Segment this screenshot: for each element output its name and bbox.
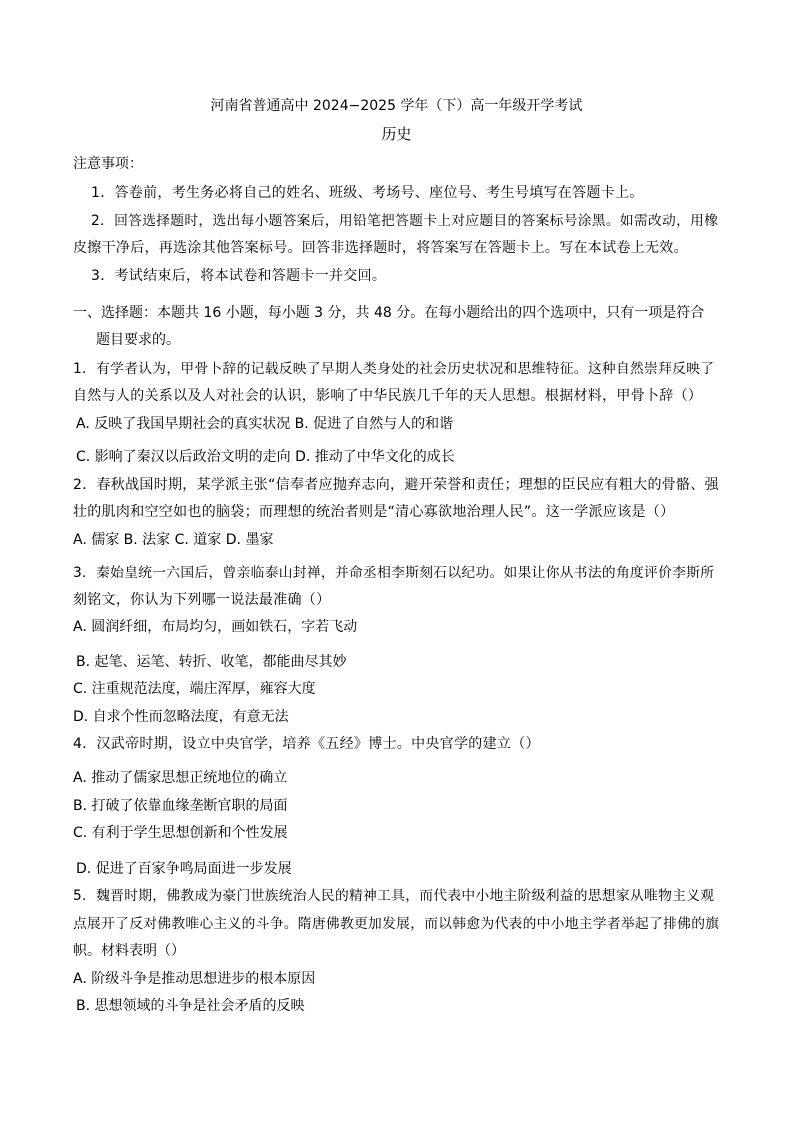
section-heading-cont: 题目要求的。 xyxy=(96,332,180,348)
q4-option-d: D. 促进了百家争鸣局面进一步发展 xyxy=(76,861,292,877)
q2-stem: 2．春秋战国时期，某学派主张“信奉者应抛弃志向，避开荣誉和责任；理想的臣民应有粗大的骨骼、强 xyxy=(73,477,719,493)
q5-option-b: B. 思想领域的斗争是社会矛盾的反映 xyxy=(76,998,305,1014)
q3-stem-cont: 刻铭文，你认为下列哪一说法最准确（） xyxy=(73,592,331,608)
q4-option-a: A. 推动了儒家思想正统地位的确立 xyxy=(73,770,288,786)
notice-item-3: 3．考试结束后，将本试卷和答题卡一并交回。 xyxy=(91,268,387,284)
q5-stem: 5．魏晋时期，佛教成为豪门世族统治人民的精神工具，而代表中小地主阶级利益的思想家从唯物主义观 xyxy=(73,888,715,904)
exam-subject: 历史 xyxy=(381,125,412,143)
q5-option-a: A. 阶级斗争是推动思想进步的根本原因 xyxy=(73,971,316,987)
q5-stem-cont-2: 帜。材料表明（） xyxy=(73,943,185,959)
notice-item-2-cont: 皮擦干净后，再选涂其他答案标号。回答非选择题时，将答案写在答题卡上。写在本试卷上无效。 xyxy=(73,240,688,256)
q1-options-cd: C. 影响了秦汉以后政治文明的走向 D. 推动了中华文化的成长 xyxy=(76,449,455,465)
q2-options: A. 儒家 B. 法家 C. 道家 D. 墨家 xyxy=(73,532,274,548)
q4-option-b: B. 打破了依靠血缘垄断官职的局面 xyxy=(73,798,288,814)
q1-stem: 1．有学者认为，甲骨卜辞的记载反映了早期人类身处的社会历史状况和思维特征。这种自然崇拜反映了 xyxy=(73,361,715,377)
q3-option-a: A. 圆润纤细，布局均匀，画如铁石，字若飞动 xyxy=(73,619,358,635)
q1-options-ab: A. 反映了我国早期社会的真实状况 B. 促进了自然与人的和谐 xyxy=(76,416,454,432)
notice-item-2: 2．回答选择题时，选出每小题答案后，用铅笔把答题卡上对应题目的答案标号涂黑。如需改动，用橡 xyxy=(91,213,719,229)
q3-option-b: B. 起笔、运笔、转折、收笔，都能曲尽其妙 xyxy=(76,654,347,670)
notice-item-1: 1．答卷前，考生务必将自己的姓名、班级、考场号、座位号、考生号填写在答题卡上。 xyxy=(91,185,644,201)
q4-stem: 4．汉武帝时期，设立中央官学，培养《五经》博士。中央官学的建立（） xyxy=(73,736,540,752)
q3-stem: 3．秦始皇统一六国后，曾亲临泰山封禅，并命丞相李斯刻石以纪功。如果让你从书法的角度评价李斯所 xyxy=(73,565,715,581)
q1-stem-cont: 自然与人的关系以及人对社会的认识，影响了中华民族几千年的天人思想。根据材料，甲骨卜辞（） xyxy=(73,388,703,404)
notice-heading: 注意事项： xyxy=(73,156,143,172)
q5-stem-cont-1: 点展开了反对佛教唯心主义的斗争。隋唐佛教更加发展，而以韩愈为代表的中小地主学者举起了排佛的旗 xyxy=(73,916,720,932)
q3-option-d: D. 自求个性而忽略法度，有意无法 xyxy=(73,709,289,725)
q3-option-c: C. 注重规范法度，端庄浑厚，雍容大度 xyxy=(73,681,316,697)
q2-stem-cont: 壮的肌肉和空空如也的脑袋；而理想的统治者则是“清心寡欲地治理人民”。这一学派应该是（） xyxy=(73,504,675,520)
exam-title: 河南省普通高中 2024−2025 学年（下）高一年级开学考试 xyxy=(210,98,583,114)
q4-option-c: C. 有利于学生思想创新和个性发展 xyxy=(73,825,288,841)
section-heading: 一、选择题：本题共 16 小题，每小题 3 分，共 48 分。在每小题给出的四个选项中，只有一项是符合 xyxy=(73,305,705,321)
